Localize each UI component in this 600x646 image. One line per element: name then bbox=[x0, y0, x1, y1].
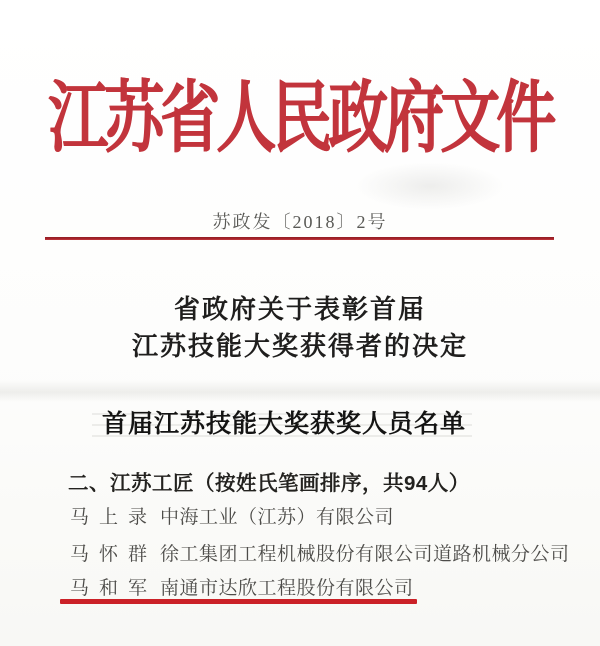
awardee-name: 马上录 bbox=[70, 507, 158, 528]
scan-smudge-artifact bbox=[355, 162, 505, 210]
scan-shadow-band bbox=[0, 380, 600, 402]
decision-title-line1: 省政府关于表彰首届 bbox=[173, 295, 426, 324]
roster-row bbox=[0, 506, 600, 530]
document-number: 苏政发〔2018〕2号 bbox=[212, 212, 388, 232]
awardee-company: 徐工集团工程机械股份有限公司道路机械分公司 bbox=[160, 544, 570, 565]
letterhead-title: 江苏省人民政府文件 bbox=[48, 75, 552, 162]
letterhead-divider-rule bbox=[45, 237, 554, 240]
highlight-underline bbox=[60, 599, 417, 604]
decision-title-line2: 江苏技能大奖获得者的决定 bbox=[131, 332, 468, 361]
awardee-name: 马怀群 bbox=[70, 544, 158, 565]
awardee-company: 南通市达欣工程股份有限公司 bbox=[160, 578, 414, 599]
roster-title: 首届江苏技能大奖获奖人员名单 bbox=[101, 411, 466, 438]
roster-section-heading: 二、江苏工匠（按姓氏笔画排序，共94人） bbox=[68, 472, 470, 495]
decision-title bbox=[0, 291, 600, 365]
awardee-name: 马和军 bbox=[70, 578, 158, 599]
awardee-company: 中海工业（江苏）有限公司 bbox=[160, 507, 395, 528]
roster-row bbox=[0, 543, 600, 567]
roster-row-highlighted bbox=[0, 577, 600, 601]
